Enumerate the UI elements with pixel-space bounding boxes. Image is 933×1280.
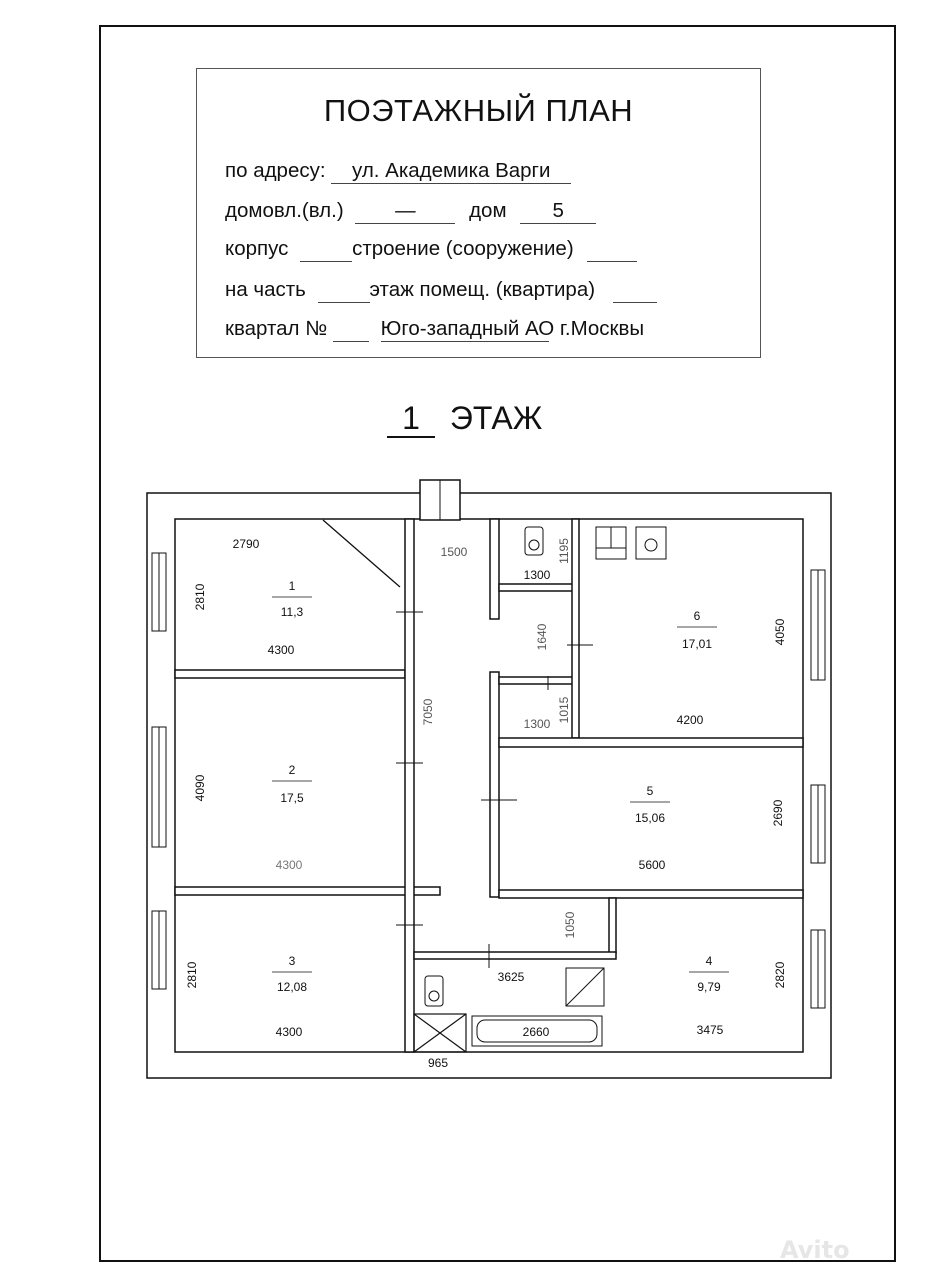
kvartal-label: квартал №: [225, 317, 328, 340]
dom-label: дом: [469, 199, 507, 222]
district-value: Юго-западный АО г.Москвы: [380, 317, 645, 340]
stroenie-label: строение (сооружение): [352, 237, 574, 260]
room-1-area: 11,3: [280, 605, 304, 619]
bathroom-toilet-icon: [425, 976, 443, 1006]
dim-small-depth: 1015: [557, 696, 571, 724]
dim-r5-bottom: 5600: [638, 858, 666, 872]
dim-r3-bottom: 4300: [275, 1025, 303, 1039]
floor-number: 1: [387, 400, 435, 438]
dim-small-width: 1300: [523, 717, 551, 731]
room-4-area: 9,79: [697, 980, 721, 994]
room-5-number: 5: [646, 784, 654, 798]
door-swing-room-1: [323, 520, 400, 587]
vent-duct-icon: [414, 1014, 466, 1052]
stove-icon: [596, 527, 626, 559]
dim-r5-side: 2690: [771, 799, 785, 827]
dim-shaft: 965: [427, 1056, 449, 1070]
room-2-area: 17,5: [280, 791, 304, 805]
room-2-number: 2: [288, 763, 296, 777]
room-3-area: 12,08: [276, 980, 308, 994]
dim-closet-depth: 1640: [535, 623, 549, 651]
windows: [152, 553, 825, 1008]
dim-wc-depth: 1195: [557, 538, 571, 564]
avito-watermark: Avito: [780, 1236, 850, 1264]
dim-r6-bottom: 4200: [676, 713, 704, 727]
na-chast-label: на часть: [225, 278, 306, 301]
address-label: по адресу:: [225, 159, 326, 182]
washbasin-icon: [566, 968, 604, 1006]
plan-title: ПОЭТАЖНЫЙ ПЛАН: [323, 93, 634, 128]
dom-value: 5: [520, 199, 596, 224]
dim-r6-side: 4050: [773, 618, 787, 646]
floor-label: ЭТАЖ: [449, 400, 543, 436]
domovl-label: домовл.(вл.): [225, 199, 344, 222]
toilet-icon: [525, 527, 543, 555]
etazh-pomesch-label: этаж помещ. (квартира): [369, 278, 596, 301]
dim-tub-length: 2660: [522, 1025, 550, 1039]
room-1-number: 1: [288, 579, 296, 593]
room-6-area: 17,01: [681, 637, 713, 651]
room-3-number: 3: [288, 954, 296, 968]
dim-r1-side: 2810: [193, 583, 207, 611]
domovl-value: —: [355, 199, 455, 224]
korpus-label: корпус: [225, 237, 289, 260]
room-4-number: 4: [705, 954, 713, 968]
dim-corridor-length: 7050: [421, 698, 435, 726]
dim-r1-bottom: 4300: [267, 643, 295, 657]
dim-r2-bottom: 4300: [275, 858, 303, 872]
dim-r2-side: 4090: [193, 774, 207, 802]
dim-r1-top: 2790: [232, 537, 260, 551]
sink-icon: [636, 527, 666, 559]
room-labels: [272, 579, 729, 994]
room-6-number: 6: [693, 609, 701, 623]
room-5-area: 15,06: [634, 811, 666, 825]
outer-walls: [147, 493, 831, 1078]
dim-bath-width: 3625: [497, 970, 525, 984]
dim-r3-side: 2810: [185, 961, 199, 989]
dim-r4-side: 2820: [773, 961, 787, 989]
dim-corridor-top: 1500: [440, 545, 468, 559]
dim-passage: 1050: [563, 911, 577, 939]
address-value: ул. Академика Варги: [331, 159, 571, 184]
dim-r4-bottom: 3475: [696, 1023, 724, 1037]
dim-wc-width: 1300: [523, 568, 551, 582]
